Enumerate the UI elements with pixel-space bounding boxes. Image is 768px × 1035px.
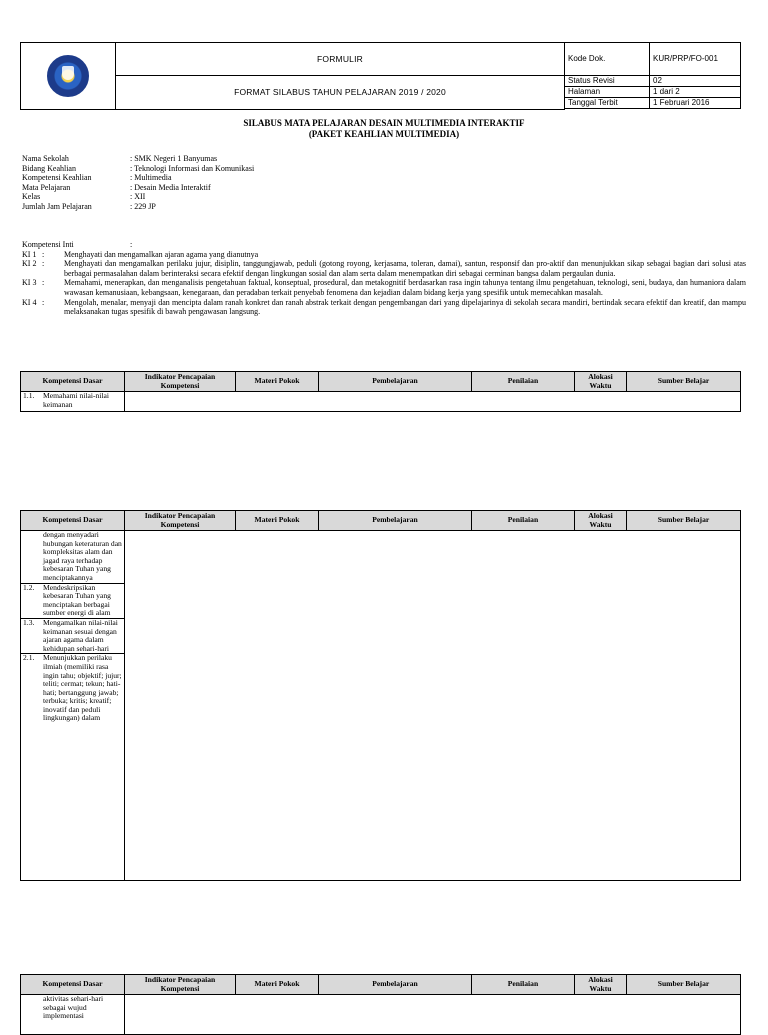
col-kompetensi-dasar: Kompetensi Dasar (21, 372, 125, 392)
col-alokasi-waktu: Alokasi Waktu (575, 511, 627, 531)
ki-colon: : (42, 249, 45, 259)
ki-text: Menghayati dan mengamalkan ajaran agama yang dianutnya (64, 249, 259, 259)
col-kompetensi-dasar: Kompetensi Dasar (21, 511, 125, 531)
kd-cell (21, 531, 125, 881)
document-header (20, 42, 741, 110)
col-materi-pokok: Materi Pokok (236, 511, 319, 531)
info-value: : XII (130, 192, 146, 202)
kd-text: Menunjukkan perilaku ilmiah (memiliki rasa ingin tahu; objektif; jujur; teliti; cermat; tekun; hati-hati; bertanggung jawab; terbuka; kritis; kreatif; inovatif dan peduli lingkungan) dalam (43, 653, 122, 723)
info-label: Jumlah Jam Pelajaran (22, 201, 92, 211)
kd-continuation (23, 995, 122, 1021)
kd-text: Mengamalkan nilai-nilai keimanan sesuai dengan ajaran agama dalam kehidupan sehari-hari (43, 617, 118, 653)
meta-key-2: Halaman (565, 87, 650, 98)
kd-item (23, 392, 122, 409)
ki-item (22, 259, 746, 278)
ki-text: Mengolah, menalar, menyaji dan mencipta dalam ranah konkret dan ranah abstrak terkait dengan pengembangan dari yang dipelajarinya di sekolah secara mandiri, bertindak secara efektif dan kreatif, dan mampu melaksanakan tugas spesifik di bawah pengawasan langsung. (64, 297, 746, 317)
table-row (21, 531, 741, 881)
ki-number: KI 1 (22, 249, 37, 259)
ki-colon: : (42, 259, 45, 269)
meta-key-3: Tanggal Terbit (565, 98, 650, 109)
kd-number: 1.1. (23, 391, 35, 400)
kd-text: aktivitas sehari-hari sebagai wujud implementasi (43, 994, 104, 1021)
info-value: : SMK Negeri 1 Banyumas (130, 154, 218, 163)
info-value: : Multimedia (130, 173, 172, 183)
meta-key-1: Status Revisi (565, 76, 650, 87)
col-sumber-belajar: Sumber Belajar (627, 511, 741, 531)
col-kompetensi-dasar: Kompetensi Dasar (21, 975, 125, 995)
info-value: : Desain Media Interaktif (130, 182, 211, 192)
info-row (22, 192, 254, 202)
syllabus-title: SILABUS MATA PELAJARAN DESAIN MULTIMEDIA INTERAKTIF (243, 118, 525, 128)
syllabus-subtitle: (PAKET KEAHLIAN MULTIMEDIA) (308, 129, 460, 139)
info-row (22, 183, 254, 193)
ki-text: Menghayati dan mengamalkan perilaku jujur, disiplin, tanggungjawab, peduli (gotong royong, kerjasama, toleran, damai), santun, responsif dan pro-aktif dan menunjukkan sikap sebagai bagian dari solusi atas berbagai permasalahan dalam berinteraksi secara efektif dengan lingkungan sosial dan alam serta dalam menempatkan diri sebagai cerminan bangsa dalam pergaulan dunia. (64, 259, 746, 278)
ki-item (22, 298, 746, 317)
kd-text: Memahami nilai-nilai keimanan (43, 391, 110, 409)
kd-item (21, 584, 124, 619)
info-row (22, 202, 254, 212)
school-logo-icon (47, 55, 89, 97)
syllabus-table-1 (20, 371, 741, 412)
meta-value-3: 1 Februari 2016 (650, 98, 741, 109)
kd-item (21, 654, 124, 723)
info-row (22, 173, 254, 183)
ki-heading: Kompetensi Inti (22, 240, 74, 249)
kd-text: Mendeskripsikan kebesaran Tuhan yang menciptakan berbagai sumber energi di alam (43, 582, 111, 618)
col-indikator: Indikator Pencapaian Kompetensi (125, 511, 236, 531)
syllabus-table-3 (20, 974, 741, 1035)
col-materi-pokok: Materi Pokok (236, 975, 319, 995)
info-label: Nama Sekolah (22, 154, 69, 163)
col-materi-pokok: Materi Pokok (236, 372, 319, 392)
ki-heading-colon: : (130, 240, 133, 249)
col-alokasi-waktu: Alokasi Waktu (575, 372, 627, 392)
info-row (22, 164, 254, 174)
kd-cell (21, 995, 125, 1035)
kd-number: 1.2. (23, 582, 35, 592)
ki-number: KI 3 (22, 278, 37, 288)
col-alokasi-waktu: Alokasi Waktu (575, 975, 627, 995)
ki-heading-row (22, 240, 746, 250)
kd-item (21, 619, 124, 654)
empty-cell (125, 995, 741, 1035)
meta-key-0: Kode Dok. (565, 43, 650, 76)
ki-item (22, 250, 746, 260)
syllabus-table-2 (20, 510, 741, 881)
kd-number: 2.1. (23, 653, 35, 663)
table-header-row (21, 511, 741, 531)
table-row (21, 392, 741, 412)
ki-colon: : (42, 278, 45, 288)
info-row (22, 154, 254, 164)
table-row (21, 995, 741, 1035)
col-pembelajaran: Pembelajaran (319, 975, 472, 995)
info-value: : Teknologi Informasi dan Komunikasi (130, 163, 255, 173)
col-indikator: Indikator Pencapaian Kompetensi (125, 372, 236, 392)
table-header-row (21, 975, 741, 995)
core-competencies (22, 240, 746, 317)
meta-value-0: KUR/PRP/FO-001 (650, 43, 741, 76)
ki-item (22, 278, 746, 297)
info-label: Kelas (22, 192, 41, 202)
form-title: FORMAT SILABUS TAHUN PELAJARAN 2019 / 2020 (116, 76, 565, 110)
meta-value-2: 1 dari 2 (650, 87, 741, 98)
kd-continuation (21, 531, 124, 584)
empty-cell (125, 392, 741, 412)
ki-text: Memahami, menerapkan, dan menganalisis pengetahuan faktual, konseptual, prosedural, dan metakognitif berdasarkan rasa ingin tahunya tentang ilmu pengetahuan, teknologi, seni, budaya, dan humaniora dalam wawasan kemanusiaan, kebangsaan, kenegaraan, dan peradaban terkait penyebab fenomena dan kejadian dalam bidang kerja yang spesifik untuk memecahkan masalah. (64, 278, 746, 297)
col-indikator: Indikator Pencapaian Kompetensi (125, 975, 236, 995)
logo-cell (21, 43, 116, 110)
form-label: FORMULIR (116, 43, 565, 76)
col-penilaian: Penilaian (472, 372, 575, 392)
col-sumber-belajar: Sumber Belajar (627, 372, 741, 392)
ki-colon: : (42, 297, 45, 307)
col-sumber-belajar: Sumber Belajar (627, 975, 741, 995)
ki-number: KI 2 (22, 259, 37, 269)
info-value: : 229 JP (130, 201, 156, 211)
info-label: Mata Pelajaran (22, 182, 71, 192)
kd-text: dengan menyadari hubungan keteraturan dan kompleksitas alam dan jagad raya terhadap kebesaran Tuhan yang menciptakannya (43, 530, 122, 582)
empty-cell (125, 531, 741, 881)
col-penilaian: Penilaian (472, 975, 575, 995)
ki-number: KI 4 (22, 297, 37, 307)
col-pembelajaran: Pembelajaran (319, 511, 472, 531)
info-label: Bidang Keahlian (22, 163, 76, 173)
kd-number: 1.3. (23, 617, 35, 627)
meta-value-1: 02 (650, 76, 741, 87)
kd-cell (21, 392, 125, 412)
col-pembelajaran: Pembelajaran (319, 372, 472, 392)
info-label: Kompetensi Keahlian (22, 173, 92, 183)
school-info (22, 154, 254, 212)
col-penilaian: Penilaian (472, 511, 575, 531)
table-header-row (21, 372, 741, 392)
